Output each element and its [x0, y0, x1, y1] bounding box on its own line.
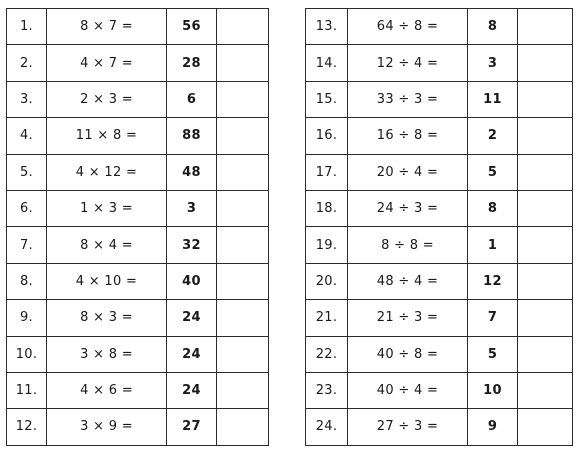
problem-question: 40 ÷ 4 = — [348, 372, 468, 408]
problem-answer: 88 — [167, 118, 217, 154]
problem-answer: 1 — [468, 227, 518, 263]
problem-answer: 48 — [167, 154, 217, 190]
problem-answer: 8 — [468, 9, 518, 45]
problem-number: 10. — [7, 336, 47, 372]
empty-check-cell — [217, 300, 269, 336]
empty-check-cell — [217, 154, 269, 190]
empty-check-cell — [518, 263, 573, 299]
problem-question: 8 × 4 = — [47, 227, 167, 263]
problem-number: 14. — [306, 45, 348, 81]
problem-number: 8. — [7, 263, 47, 299]
problem-answer: 2 — [468, 118, 518, 154]
problem-answer: 32 — [167, 227, 217, 263]
table-row — [7, 300, 269, 336]
problem-answer: 27 — [167, 409, 217, 445]
problem-answer: 24 — [167, 372, 217, 408]
problem-answer: 40 — [167, 263, 217, 299]
problem-question: 3 × 8 = — [47, 336, 167, 372]
table-row — [306, 227, 573, 263]
problem-number: 13. — [306, 9, 348, 45]
problem-question: 20 ÷ 4 = — [348, 154, 468, 190]
table-row — [306, 81, 573, 117]
problem-answer: 12 — [468, 263, 518, 299]
table-row — [306, 45, 573, 81]
table-row — [7, 190, 269, 226]
table-row — [306, 300, 573, 336]
table-row — [306, 372, 573, 408]
empty-check-cell — [518, 300, 573, 336]
problem-question: 4 × 10 = — [47, 263, 167, 299]
problem-number: 19. — [306, 227, 348, 263]
empty-check-cell — [518, 154, 573, 190]
problem-question: 27 ÷ 3 = — [348, 409, 468, 445]
problem-answer: 11 — [468, 81, 518, 117]
problem-answer: 9 — [468, 409, 518, 445]
problem-answer: 6 — [167, 81, 217, 117]
empty-check-cell — [217, 227, 269, 263]
problem-answer: 10 — [468, 372, 518, 408]
problem-answer: 24 — [167, 336, 217, 372]
problem-question: 21 ÷ 3 = — [348, 300, 468, 336]
empty-check-cell — [518, 81, 573, 117]
table-row — [306, 409, 573, 445]
empty-check-cell — [217, 118, 269, 154]
problem-number: 12. — [7, 409, 47, 445]
problem-answer: 7 — [468, 300, 518, 336]
table-row — [306, 190, 573, 226]
problem-number: 5. — [7, 154, 47, 190]
worksheet-body-right — [306, 9, 573, 446]
problem-question: 4 × 7 = — [47, 45, 167, 81]
problem-number: 20. — [306, 263, 348, 299]
table-row — [7, 336, 269, 372]
problem-answer: 56 — [167, 9, 217, 45]
problem-question: 4 × 12 = — [47, 154, 167, 190]
empty-check-cell — [518, 372, 573, 408]
table-row — [7, 81, 269, 117]
table-row — [7, 409, 269, 445]
empty-check-cell — [518, 409, 573, 445]
problem-question: 2 × 3 = — [47, 81, 167, 117]
problem-answer: 28 — [167, 45, 217, 81]
table-row — [7, 227, 269, 263]
problem-number: 2. — [7, 45, 47, 81]
empty-check-cell — [217, 9, 269, 45]
table-row — [7, 263, 269, 299]
problem-answer: 24 — [167, 300, 217, 336]
table-row — [7, 9, 269, 45]
problem-number: 11. — [7, 372, 47, 408]
problem-question: 8 ÷ 8 = — [348, 227, 468, 263]
empty-check-cell — [518, 336, 573, 372]
empty-check-cell — [217, 336, 269, 372]
problem-number: 15. — [306, 81, 348, 117]
empty-check-cell — [217, 263, 269, 299]
empty-check-cell — [217, 190, 269, 226]
problem-number: 1. — [7, 9, 47, 45]
problem-number: 4. — [7, 118, 47, 154]
problem-number: 3. — [7, 81, 47, 117]
table-row — [306, 263, 573, 299]
problem-question: 1 × 3 = — [47, 190, 167, 226]
problem-question: 16 ÷ 8 = — [348, 118, 468, 154]
empty-check-cell — [217, 372, 269, 408]
empty-check-cell — [518, 190, 573, 226]
table-row — [7, 154, 269, 190]
problem-answer: 5 — [468, 154, 518, 190]
problem-answer: 5 — [468, 336, 518, 372]
table-row — [7, 45, 269, 81]
problem-question: 11 × 8 = — [47, 118, 167, 154]
problem-number: 7. — [7, 227, 47, 263]
empty-check-cell — [217, 45, 269, 81]
problem-answer: 8 — [468, 190, 518, 226]
table-row — [306, 118, 573, 154]
problem-number: 23. — [306, 372, 348, 408]
table-row — [7, 118, 269, 154]
table-row — [306, 154, 573, 190]
problem-question: 40 ÷ 8 = — [348, 336, 468, 372]
table-row — [7, 372, 269, 408]
worksheet-table-right — [305, 8, 573, 446]
problem-question: 3 × 9 = — [47, 409, 167, 445]
problem-answer: 3 — [468, 45, 518, 81]
problem-number: 9. — [7, 300, 47, 336]
problem-number: 22. — [306, 336, 348, 372]
empty-check-cell — [518, 9, 573, 45]
problem-question: 33 ÷ 3 = — [348, 81, 468, 117]
problem-number: 24. — [306, 409, 348, 445]
problem-number: 16. — [306, 118, 348, 154]
problem-number: 18. — [306, 190, 348, 226]
problem-number: 21. — [306, 300, 348, 336]
empty-check-cell — [518, 227, 573, 263]
table-row — [306, 9, 573, 45]
worksheet-body-left — [7, 9, 269, 446]
worksheet-table-left — [6, 8, 269, 446]
problem-answer: 3 — [167, 190, 217, 226]
empty-check-cell — [518, 118, 573, 154]
empty-check-cell — [518, 45, 573, 81]
problem-number: 17. — [306, 154, 348, 190]
problem-question: 64 ÷ 8 = — [348, 9, 468, 45]
problem-question: 24 ÷ 3 = — [348, 190, 468, 226]
table-row — [306, 336, 573, 372]
problem-question: 48 ÷ 4 = — [348, 263, 468, 299]
problem-question: 8 × 7 = — [47, 9, 167, 45]
problem-number: 6. — [7, 190, 47, 226]
empty-check-cell — [217, 81, 269, 117]
empty-check-cell — [217, 409, 269, 445]
problem-question: 12 ÷ 4 = — [348, 45, 468, 81]
problem-question: 8 × 3 = — [47, 300, 167, 336]
problem-question: 4 × 6 = — [47, 372, 167, 408]
